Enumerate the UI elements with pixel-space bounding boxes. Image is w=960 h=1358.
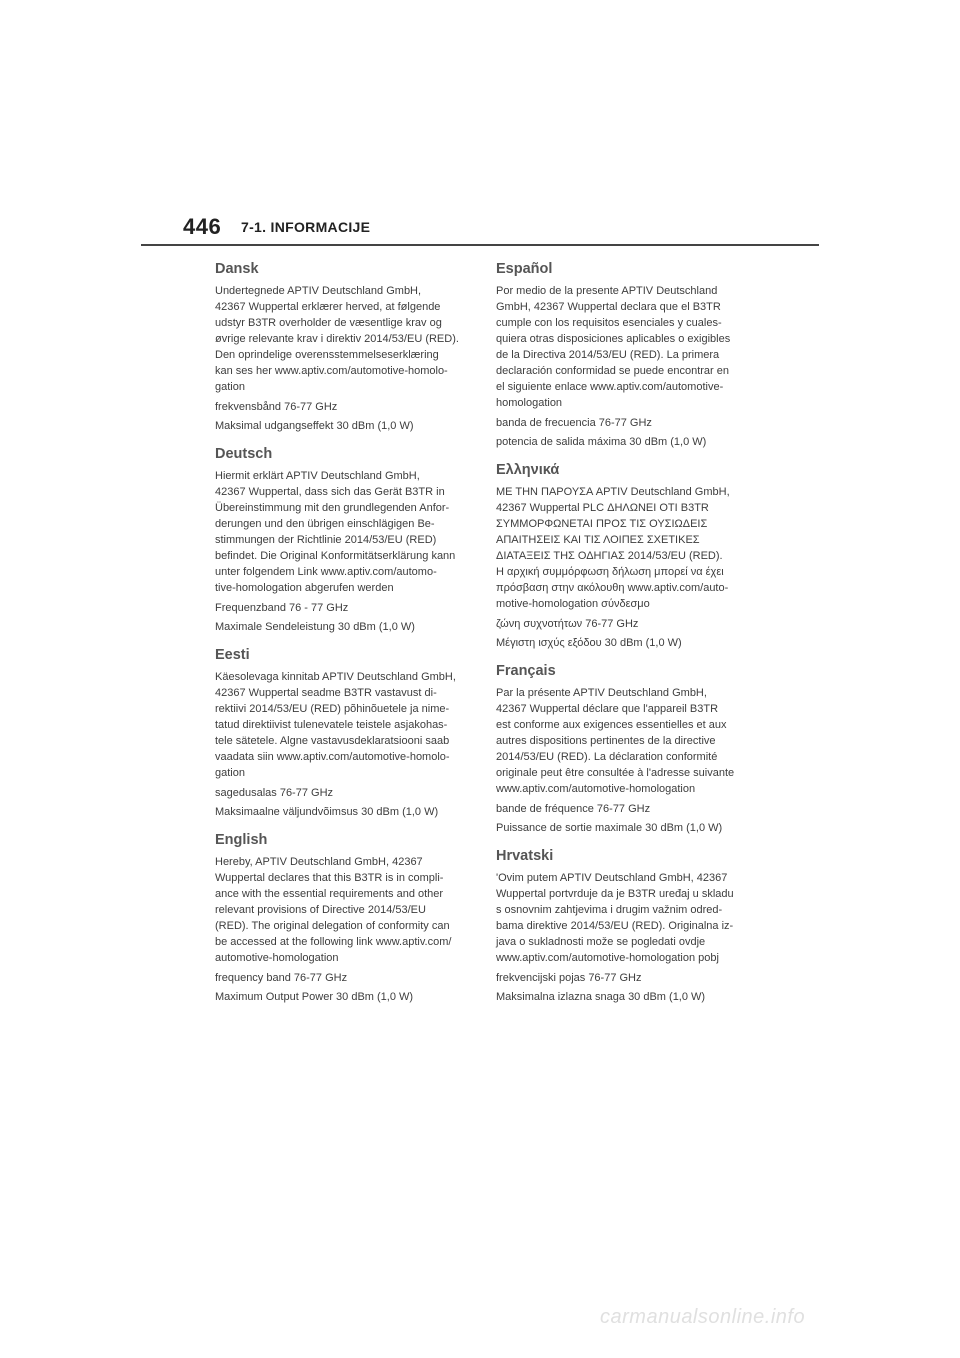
right-column	[496, 259, 748, 1015]
power-line: Maximum Output Power 30 dBm (1,0 W)	[215, 991, 414, 1003]
frequency-line: ζώνη συχνοτήτων 76-77 GHz	[496, 618, 639, 630]
header-divider	[141, 244, 819, 246]
section-body: Por medio de la presente APTIV Deutschland GmbH, 42367 Wuppertal declara que el B3TR cumple con los requisitos esenciales y cuales- quiera otras disposiciones aplicables o exigibles de la Directiva 2014/53/EU (RED). La primera declaración conformidad se puede encontrar en el siguiente enlace www.aptiv.com/automotive- homologation	[496, 285, 731, 409]
frequency-line: Frequenzband 76 - 77 GHz	[215, 602, 349, 614]
section-body: Hiermit erklärt APTIV Deutschland GmbH, 42367 Wuppertal, dass sich das Gerät B3TR in Übereinstimmung mit den grundlegenden Anfor- derungen und den übrigen einschlägigen Be- stimmungen der Richtlinie 2014/53/EU (RED) befindet. Die Original Konformitätserklärung kann unter folgendem Link www.aptiv.com/automo- tive-homologation abgerufen werden	[215, 470, 456, 594]
section-espanol	[496, 259, 748, 450]
section-body: Käesolevaga kinnitab APTIV Deutschland GmbH, 42367 Wuppertal seadme B3TR vastavust di- rektiivi 2014/53/EU (RED) põhinõuetele ja nime- tatud direktiivist tulenevatele teistele asjakohas- tele sätetele. Algne vastavusdeklaratsiooni saab vaadata siin www.aptiv.com/automotive-homolo- gation	[215, 671, 456, 779]
chapter-title: 7-1. INFORMACIJE	[241, 219, 371, 235]
frequency-line: bande de fréquence 76-77 GHz	[496, 803, 651, 815]
section-body: ΜΕ ΤΗΝ ΠΑΡΟΥΣΑ APTIV Deutschland GmbH, 42367 Wuppertal PLC ΔΗΛΩΝΕΙ ΟΤΙ B3TR ΣΥΜΜΟΡΦΩΝΕΤΑΙ ΠΡΟΣ ΤΙΣ ΟΥΣΙΩΔΕΙΣ ΑΠΑΙΤΗΣΕΙΣ ΚΑΙ ΤΙΣ ΛΟΙΠΕΣ ΣΧΕΤΙΚΕΣ ΔΙΑΤΑΞΕΙΣ ΤΗΣ ΟΔΗΓΙΑΣ 2014/53/EU (RED). Η αρχική συμμόρφωση δήλωση μπορεί να έχει πρόσβαση στην ακόλουθη www.aptiv.com/auto- motive-homologation σύνδεσμο	[496, 486, 730, 610]
section-title: Deutsch	[215, 446, 273, 462]
power-line: Maximale Sendeleistung 30 dBm (1,0 W)	[215, 621, 415, 633]
section-body: Hereby, APTIV Deutschland GmbH, 42367 Wuppertal declares that this B3TR is in compli- ance with the essential requirements and other relevant provisions of Directive 2014/53/EU (RED). The original delegation of conformity can be accessed at the following link www.aptiv.com/ automotive-homologation	[215, 856, 452, 964]
frequency-line: frequency band 76-77 GHz	[215, 972, 348, 984]
section-body: Undertegnede APTIV Deutschland GmbH, 42367 Wuppertal erklærer herved, at følgende udstyr B3TR overholder de væsentlige krav og øvrige relevante krav i direktiv 2014/53/EU (RED). Den oprindelige overensstemmelseserklæring kan ses her www.aptiv.com/automotive-homolo- gation	[215, 285, 459, 393]
page-header	[183, 214, 823, 242]
section-title: Français	[496, 663, 556, 679]
section-title: Dansk	[215, 261, 259, 277]
power-line: Μέγιστη ισχύς εξόδου 30 dBm (1,0 W)	[496, 637, 682, 649]
power-line: potencia de salida máxima 30 dBm (1,0 W)	[496, 436, 707, 448]
section-title: Ελληνικά	[496, 462, 560, 478]
section-eesti	[215, 645, 467, 820]
section-title: English	[215, 832, 268, 848]
section-title: Español	[496, 261, 553, 277]
power-line: Maksimaalne väljundvõimsus 30 dBm (1,0 W)	[215, 806, 439, 818]
section-body: 'Ovim putem APTIV Deutschland GmbH, 42367 Wuppertal portvrduje da je B3TR uređaj u skladu s osnovnim zahtjevima i drugim važnim odred- bama direktive 2014/53/EU (RED). Originalna iz- java o sukladnosti može se pogledati ovdje www.aptiv.com/automotive-homologation pobj	[496, 872, 734, 964]
section-deutsch	[215, 444, 467, 635]
section-ellinika	[496, 460, 748, 651]
power-line: Maksimal udgangseffekt 30 dBm (1,0 W)	[215, 420, 414, 432]
frequency-line: sagedusalas 76-77 GHz	[215, 787, 334, 799]
frequency-line: frekvensbånd 76-77 GHz	[215, 401, 338, 413]
frequency-line: banda de frecuencia 76-77 GHz	[496, 417, 652, 429]
frequency-line: frekvencijski pojas 76-77 GHz	[496, 972, 642, 984]
left-column	[215, 259, 467, 1015]
power-line: Maksimalna izlazna snaga 30 dBm (1,0 W)	[496, 991, 706, 1003]
section-hrvatski	[496, 846, 748, 1005]
section-body: Par la présente APTIV Deutschland GmbH, 42367 Wuppertal déclare que l'appareil B3TR est conforme aux exigences essentielles et aux autres dispositions pertinentes de la directive 2014/53/EU (RED). La déclaration conformité originale peut être consultée à l'adresse suivante www.aptiv.com/automotive-homologation	[496, 687, 735, 795]
page-number: 446	[183, 214, 222, 239]
section-francais	[496, 661, 748, 836]
watermark-logo: carmanualsonline.info	[600, 1306, 806, 1328]
section-title: Eesti	[215, 647, 250, 663]
section-title: Hrvatski	[496, 848, 554, 864]
section-english	[215, 830, 467, 1005]
section-dansk	[215, 259, 467, 434]
power-line: Puissance de sortie maximale 30 dBm (1,0 W)	[496, 822, 723, 834]
